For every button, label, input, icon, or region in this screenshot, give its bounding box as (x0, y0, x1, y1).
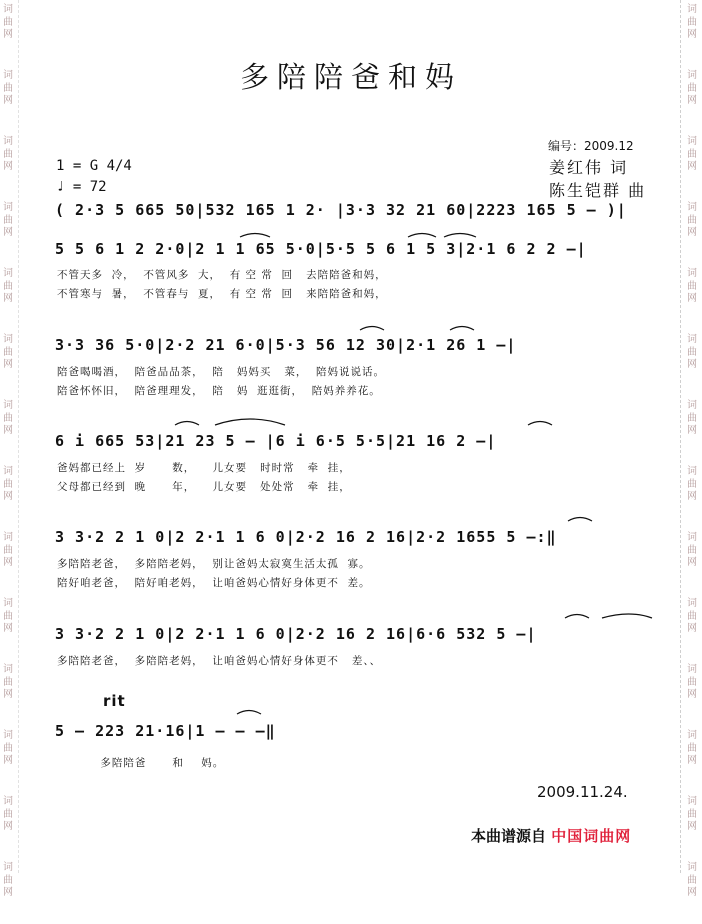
watermark-text: 词 曲 网 (3, 466, 13, 502)
lyric-row-6-verse-1: 多陪陪老爸， 多陪陪老妈， 让咱爸妈心情好身体更不 差、、 (57, 655, 382, 667)
watermark-text: 词 曲 网 (687, 334, 697, 370)
composer-credit: 陈生铠群 曲 (549, 181, 647, 200)
watermark-text: 词 曲 网 (687, 400, 697, 436)
watermark-text: 词 曲 网 (3, 796, 13, 832)
watermark-text: 词 曲 网 (3, 598, 13, 634)
lyric-row-5-verse-1: 多陪陪老爸， 多陪陪老妈， 别让爸妈太寂寞生活太孤 寡。 (57, 558, 371, 570)
score-row-5: 3 3·2 2 1 0|2 2·1 1 6 0|2·2 16 2 16|2·2 1655 5 –:‖ (55, 528, 557, 546)
watermark-text: 词 曲 网 (3, 334, 13, 370)
score-row-7: 5 – 223 21·16|1 – – –‖ (55, 722, 276, 740)
source-site-link[interactable]: 中国词曲网 (551, 827, 632, 845)
serial-number: 编号：2009.12 (548, 139, 634, 153)
watermark-text: 词 曲 网 (3, 136, 13, 172)
watermark-text: 词 曲 网 (687, 4, 697, 40)
score-row-4: 6 i 665 53|21 23 5 – |6 i 6·5 5·5|21 16 2 –| (55, 432, 497, 450)
ritardando-mark: rit (103, 692, 126, 710)
lyric-row-2-verse-2: 不管寒与 暑， 不管春与 夏， 有 空 常 回 来陪陪爸和妈， (57, 288, 387, 300)
watermark-text: 词 曲 网 (3, 862, 13, 898)
composition-date: 2009.11.24. (537, 783, 628, 801)
slur-mark (602, 614, 652, 618)
watermark-text: 词 曲 网 (687, 862, 697, 898)
slur-mark (215, 419, 285, 425)
score-row-1: ( 2·3 5 665 50|532 165 1 2· |3·3 32 21 60|2223 165 5 – )| (55, 201, 627, 219)
lyric-row-7-verse-1: 多陪陪爸 和 妈。 (57, 757, 225, 769)
slur-mark (408, 234, 436, 238)
lyric-row-2-verse-1: 不管天多 冷， 不管风多 大， 有 空 常 回 去陪陪爸和妈， (57, 269, 387, 281)
watermark-text: 词 曲 网 (687, 136, 697, 172)
watermark-text: 词 曲 网 (687, 466, 697, 502)
slur-mark (528, 422, 552, 426)
watermark-text: 词 曲 网 (687, 598, 697, 634)
watermark-text: 词 曲 网 (687, 268, 697, 304)
watermark-text: 词 曲 网 (3, 202, 13, 238)
key-signature: 1 = G 4/4 (56, 158, 132, 174)
lyric-row-3-verse-2: 陪爸怀怀旧， 陪爸理理发， 陪 妈 逛逛街， 陪妈养养花。 (57, 385, 381, 397)
lyric-row-4-verse-2: 父母都已经到 晚 年， 儿女要 处处常 牵 挂， (57, 481, 351, 493)
slur-mark (450, 327, 474, 331)
watermark-text: 词 曲 网 (687, 532, 697, 568)
watermark-text: 词 曲 网 (3, 532, 13, 568)
slur-mark (240, 234, 270, 238)
score-row-3: 3·3 36 5·0|2·2 21 6·0|5·3 56 12 30|2·1 26 1 –| (55, 336, 517, 354)
slur-mark (565, 615, 589, 619)
watermark-text: 词 曲 网 (687, 796, 697, 832)
lyric-row-4-verse-1: 爸妈都已经上 岁 数， 儿女要 时时常 牵 挂， (57, 462, 351, 474)
slur-mark (444, 234, 476, 238)
tempo-mark: ♩ = 72 (56, 179, 107, 195)
watermark-text: 词 曲 网 (3, 730, 13, 766)
slur-mark (237, 711, 261, 715)
watermark-text: 词 曲 网 (3, 268, 13, 304)
watermark-text: 词 曲 网 (687, 730, 697, 766)
slur-mark (360, 327, 384, 331)
lyricist-credit: 姜红伟 词 (549, 158, 629, 177)
score-row-6: 3 3·2 2 1 0|2 2·1 1 6 0|2·2 16 2 16|6·6 532 5 –| (55, 625, 537, 643)
watermark-text: 词 曲 网 (687, 664, 697, 700)
watermark-text: 词 曲 网 (3, 664, 13, 700)
source-label: 本曲谱源自 (471, 827, 547, 845)
watermark-text: 词 曲 网 (687, 202, 697, 238)
lyric-row-3-verse-1: 陪爸喝喝酒， 陪爸品品茶， 陪 妈妈买 菜， 陪妈说说话。 (57, 366, 386, 378)
slur-mark (568, 518, 592, 522)
watermark-text: 词 曲 网 (3, 4, 13, 40)
lyric-row-5-verse-2: 陪好咱老爸， 陪好咱老妈， 让咱爸妈心情好身体更不 差。 (57, 577, 371, 589)
song-title: 多陪陪爸和妈 (239, 60, 462, 94)
slur-mark (175, 422, 199, 426)
watermark-text: 词 曲 网 (3, 70, 13, 106)
watermark-text: 词 曲 网 (3, 400, 13, 436)
score-row-2: 5 5 6 1 2 2·0|2 1 1 65 5·0|5·5 5 6 1 5 3|2·1 6 2 2 –| (55, 240, 587, 258)
watermark-text: 词 曲 网 (687, 70, 697, 106)
